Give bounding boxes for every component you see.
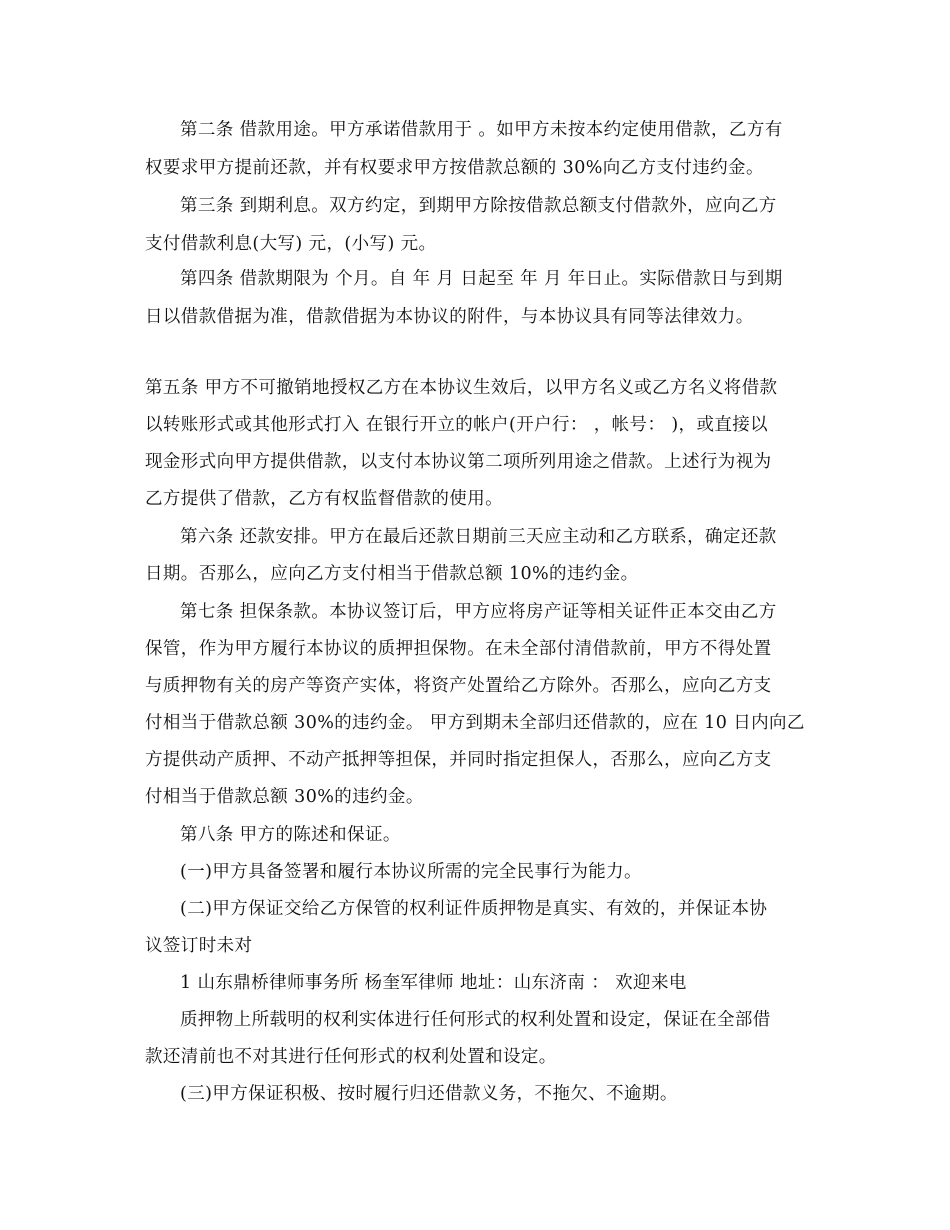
clause-3-line-2: 支付借款利息(大写) 元，(小写) 元。 [145, 234, 437, 254]
clause-6-line-1: 第六条 还款安排。甲方在最后还款日期前三天应主动和乙方联系，确定还款 [180, 527, 777, 547]
clause-7-line-6: 付相当于借款总额 30%的违约金。 [145, 787, 424, 807]
clause-8-heading: 第八条 甲方的陈述和保证。 [180, 825, 401, 845]
clause-3-line-1: 第三条 到期利息。双方约定，到期甲方除按借款总额支付借款外，应向乙方 [180, 196, 777, 216]
clause-8-item-2-line-2: 议签订时未对 [145, 936, 253, 956]
page-footer-note: 1 山东鼎桥律师事务所 杨奎军律师 地址：山东济南 ： 欢迎来电 [180, 973, 687, 993]
clause-7-line-3: 与质押物有关的房产等资产实体，将资产处置给乙方除外。否那么，应向乙方支 [145, 676, 772, 696]
clause-7-line-4: 付相当于借款总额 30%的违约金。 甲方到期未全部归还借款的，应在 10 日内向乙 [145, 713, 805, 733]
clause-4-line-2: 日以借款借据为准，借款借据为本协议的附件，与本协议具有同等法律效力。 [145, 307, 754, 327]
clause-7-line-5: 方提供动产质押、不动产抵押等担保，并同时指定担保人，否那么，应向乙方支 [145, 750, 772, 770]
clause-7-line-1: 第七条 担保条款。本协议签订后，甲方应将房产证等相关证件正本交由乙方 [180, 602, 777, 622]
clause-8-item-2-line-1: (二)甲方保证交给乙方保管的权利证件质押物是真实、有效的，并保证本协 [180, 899, 768, 919]
clause-8-item-3: (三)甲方保证积极、按时履行归还借款义务，不拖欠、不逾期。 [180, 1084, 678, 1104]
clause-5-line-2: 以转账形式或其他形式打入 在银行开立的帐户(开户行： ，帐号： )，或直接以 [145, 415, 769, 435]
clause-8-item-2-line-4: 款还清前也不对其进行任何形式的权利处置和设定。 [145, 1047, 557, 1067]
clause-8-item-2-line-3: 质押物上所载明的权利实体进行任何形式的权利处置和设定，保证在全部借 [180, 1010, 771, 1030]
clause-8-item-1: (一)甲方具备签署和履行本协议所需的完全民事行为能力。 [180, 862, 642, 882]
clause-2-line-1: 第二条 借款用途。甲方承诺借款用于 。如甲方未按本约定使用借款，乙方有 [180, 120, 783, 140]
clause-2-line-2: 权要求甲方提前还款，并有权要求甲方按借款总额的 30%向乙方支付违约金。 [145, 158, 764, 178]
clause-6-line-2: 日期。否那么，应向乙方支付相当于借款总额 10%的违约金。 [145, 564, 639, 584]
clause-5-line-4: 乙方提供了借款，乙方有权监督借款的使用。 [145, 489, 503, 509]
clause-5-line-1: 第五条 甲方不可撤销地授权乙方在本协议生效后，以甲方名义或乙方名义将借款 [145, 378, 778, 398]
clause-4-line-1: 第四条 借款期限为 个月。自 年 月 日起至 年 月 年日止。实际借款日与到期 [180, 269, 783, 289]
clause-5-line-3: 现金形式向甲方提供借款，以支付本协议第二项所列用途之借款。上述行为视为 [145, 452, 772, 472]
clause-7-line-2: 保管，作为甲方履行本协议的质押担保物。在未全部付清借款前，甲方不得处置 [145, 639, 772, 659]
